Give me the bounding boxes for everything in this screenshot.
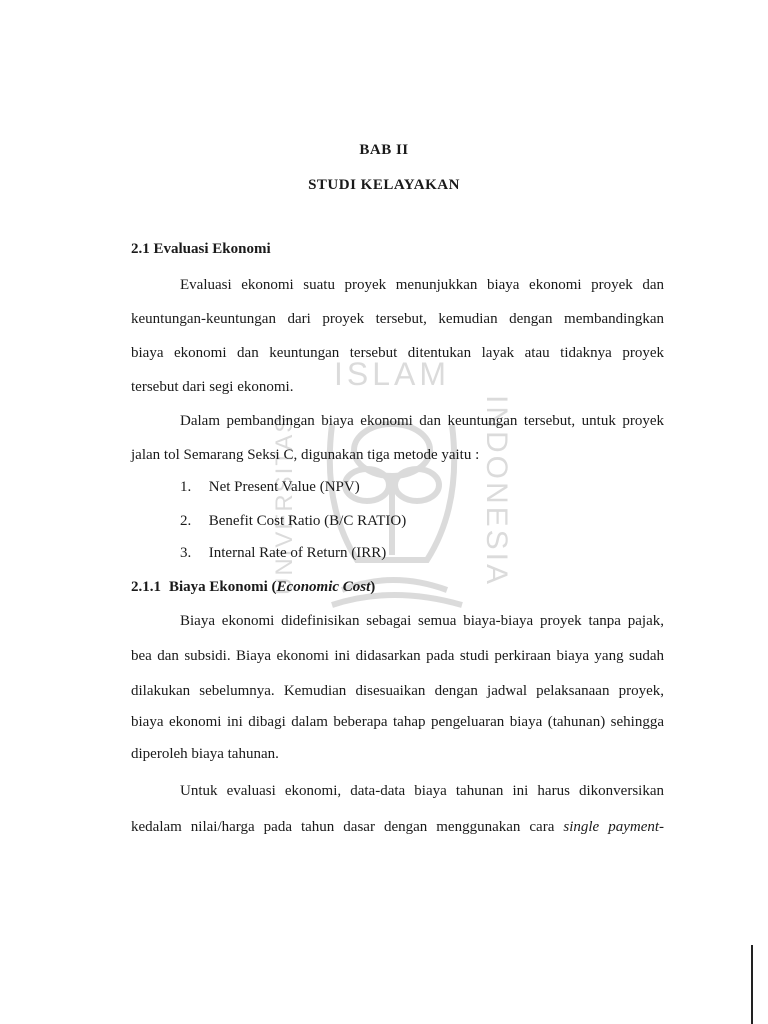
paragraph3-line2: bea dan subsidi. Biaya ekonomi ini didasarkan pada studi perkiraan biaya yang sudah <box>131 648 664 664</box>
scan-edge-line <box>751 945 753 1024</box>
paragraph3-line5: diperoleh biaya tahunan. <box>131 746 279 762</box>
watermark-right-text: INDONESIA <box>480 395 513 588</box>
watermark-left-text: UNIVERSITAS <box>271 414 298 595</box>
paragraph4-italic-tail: single payment- <box>563 819 665 835</box>
list-item-label: Internal Rate of Return (IRR) <box>208 545 387 561</box>
paragraph1-line4: tersebut dari segi ekonomi. <box>131 379 294 395</box>
paragraph2-line1: Dalam pembandingan biaya ekonomi dan keuntungan tersebut, untuk proyek <box>180 413 664 429</box>
subsection-title-close: ) <box>370 579 376 595</box>
paragraph1-line3: biaya ekonomi dan keuntungan tersebut ditentukan layak atau tidaknya proyek <box>131 345 664 361</box>
subsection-heading <box>131 579 375 596</box>
list-item <box>180 513 406 530</box>
chapter-label: BAB II <box>359 142 409 158</box>
list-item-label: Benefit Cost Ratio (B/C RATIO) <box>208 513 407 529</box>
subsection-title: Biaya Ekonomi ( <box>169 579 277 595</box>
list-item-number: 2. <box>180 513 192 529</box>
list-item-number: 3. <box>180 545 192 561</box>
list-item-label: Net Present Value (NPV) <box>208 479 360 495</box>
list-item <box>180 479 360 496</box>
paragraph1-line1: Evaluasi ekonomi suatu proyek menunjukkan biaya ekonomi proyek dan <box>180 277 664 293</box>
paragraph4-line1: Untuk evaluasi ekonomi, data-data biaya tahunan ini harus dikonversikan <box>180 783 664 799</box>
section-title: 2.1 Evaluasi Ekonomi <box>131 241 271 257</box>
list-item-number: 1. <box>180 479 192 495</box>
paragraph3-line3: dilakukan sebelumnya. Kemudian disesuaikan dengan jadwal pelaksanaan proyek, <box>131 683 664 699</box>
watermark-top-text: ISLAM <box>333 356 451 392</box>
paragraph3-line1: Biaya ekonomi didefinisikan sebagai semua biaya-biaya proyek tanpa pajak, <box>180 613 664 629</box>
subsection-number: 2.1.1 <box>131 579 161 595</box>
paragraph4-line2 <box>131 819 664 836</box>
chapter-title: STUDI KELAYAKAN <box>308 177 460 193</box>
paragraph2-line2: jalan tol Semarang Seksi C, digunakan tiga metode yaitu : <box>131 447 480 463</box>
list-item <box>180 545 386 562</box>
paragraph4-line2-text: kedalam nilai/harga pada tahun dasar dengan menggunakan cara <box>131 819 555 835</box>
paragraph1-line2: keuntungan-keuntungan dari proyek tersebut, kemudian dengan membandingkan <box>131 311 664 327</box>
subsection-title-italic: Economic Cost <box>276 579 371 595</box>
paragraph3-line4: biaya ekonomi ini dibagi dalam beberapa tahap pengeluaran biaya (tahunan) sehingga <box>131 714 664 730</box>
